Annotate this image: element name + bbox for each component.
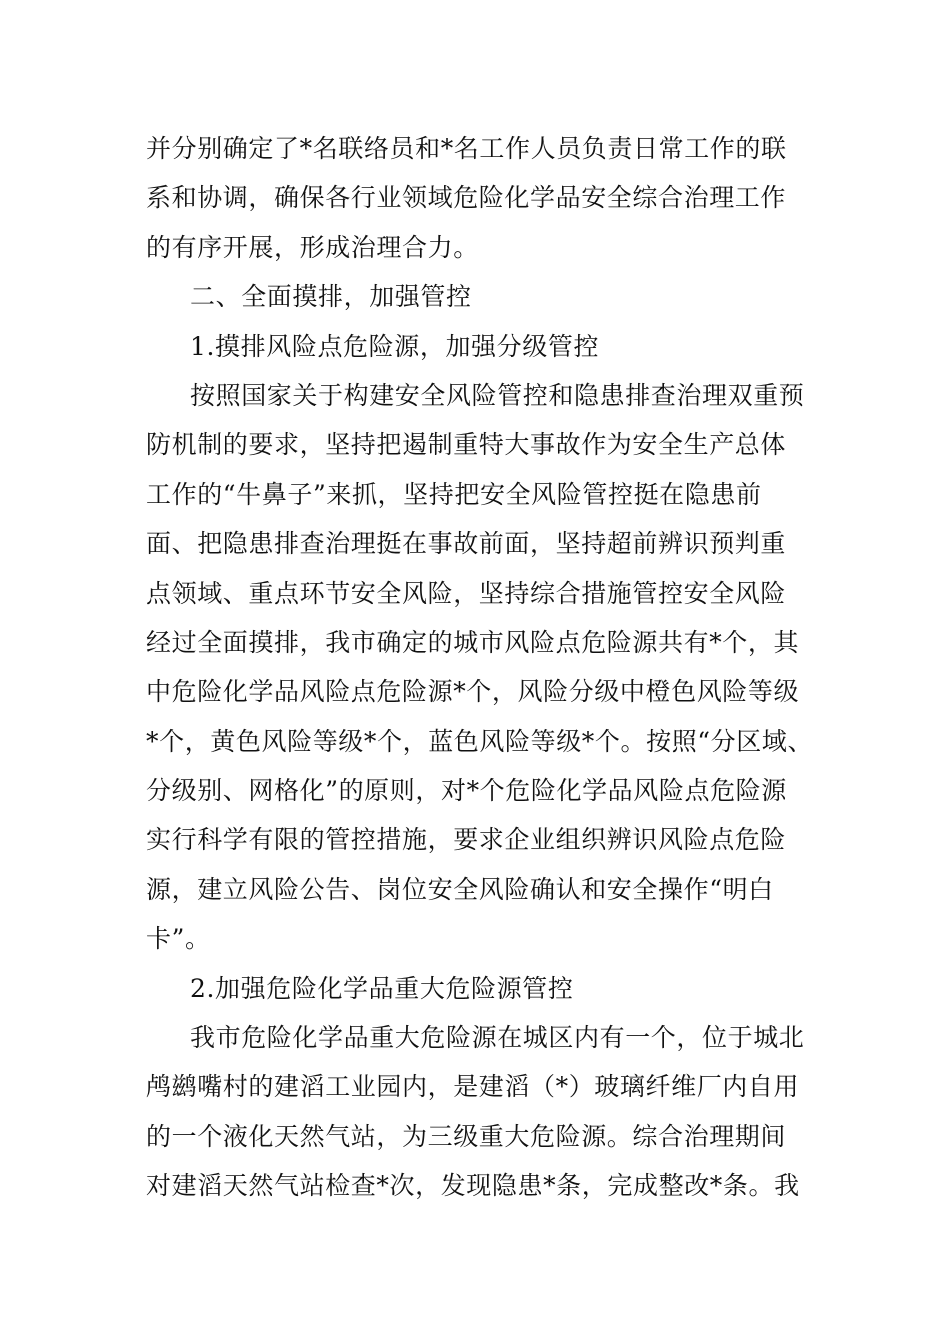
text-line: 工作的“牛鼻子”来抓，坚持把安全风险管控挺在隐患前 [146, 479, 762, 509]
text-line: 的一个液化天然气站，为三级重大危险源。综合治理期间 [146, 1121, 787, 1151]
text-line: 卡”。 [146, 924, 211, 954]
subsection-heading: 2.加强危险化学品重大危险源管控 [190, 973, 574, 1003]
text-line: 点领域、重点环节安全风险，坚持综合措施管控安全风险 [146, 578, 787, 608]
text-line: 对建滔天然气站检查*次，发现隐患*条，完成整改*条。我 [146, 1171, 800, 1201]
text-line: 的有序开展，形成治理合力。 [146, 232, 479, 262]
text-line: 鸬鹚嘴村的建滔工业园内，是建滔（*）玻璃纤维厂内自用 [146, 1072, 800, 1102]
text-line: 系和协调，确保各行业领域危险化学品安全综合治理工作 [146, 183, 787, 213]
text-line: 源，建立风险公告、岗位安全风险确认和安全操作“明白 [146, 874, 774, 904]
section-heading: 二、全面摸排，加强管控 [190, 282, 472, 312]
text-line: 经过全面摸排，我市确定的城市风险点危险源共有*个，其 [146, 627, 800, 657]
text-line: 并分别确定了*名联络员和*名工作人员负责日常工作的联 [146, 134, 787, 163]
text-line: 实行科学有限的管控措施，要求企业组织辨识风险点危险 [146, 825, 787, 855]
document-body [146, 124, 826, 1211]
text-line: 防机制的要求，坚持把遏制重特大事故作为安全生产总体 [146, 430, 787, 460]
text-line: 按照国家关于构建安全风险管控和隐患排查治理双重预 [190, 380, 805, 410]
text-line: 分级别、网格化”的原则，对*个危险化学品风险点危险源 [146, 776, 787, 806]
text-line: 中危险化学品风险点危险源*个，风险分级中橙色风险等级 [146, 677, 800, 707]
text-line: 我市危险化学品重大危险源在城区内有一个，位于城北 [190, 1023, 805, 1053]
text-line: *个，黄色风险等级*个，蓝色风险等级*个。按照“分区域、 [146, 726, 814, 756]
text-line: 面、把隐患排查治理挺在事故前面，坚持超前辨识预判重 [146, 529, 787, 559]
subsection-heading: 1.摸排风险点危险源，加强分级管控 [190, 331, 600, 361]
